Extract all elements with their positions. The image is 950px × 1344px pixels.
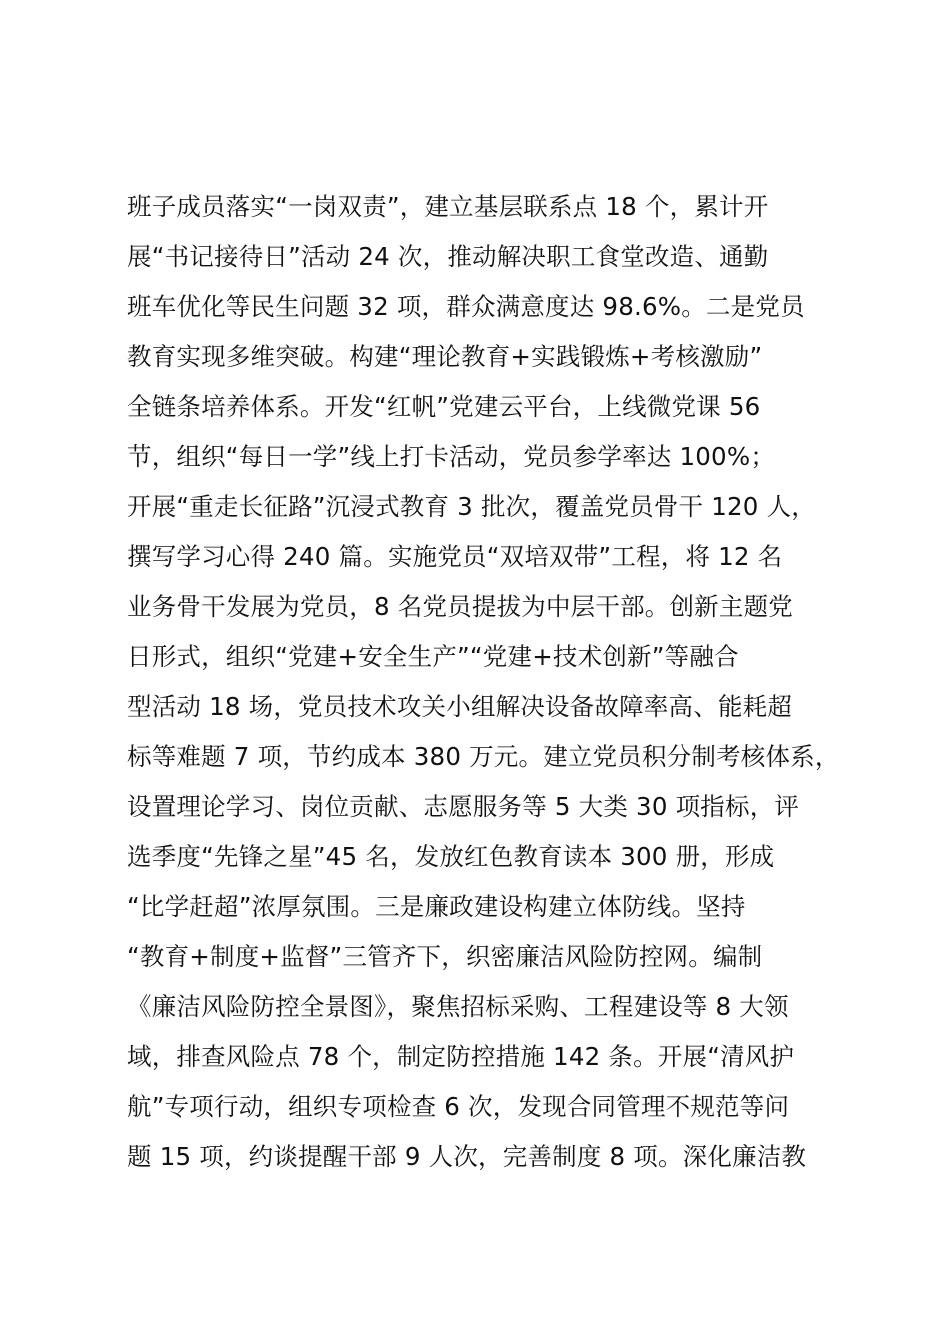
text-line: “比学赶超”浓厚氛围。三是廉政建设构建立体防线。坚持 bbox=[127, 892, 746, 921]
text-line: 型活动 18 场，党员技术攻关小组解决设备故障率高、能耗超 bbox=[127, 692, 793, 721]
text-line: 设置理论学习、岗位贡献、志愿服务等 5 大类 30 项指标，评 bbox=[127, 792, 800, 821]
text-line: 开展“重走长征路”沉浸式教育 3 批次，覆盖党员骨干 120 人， bbox=[127, 492, 816, 521]
text-line: 《廉洁风险防控全景图》，聚焦招标采购、工程建设等 8 大领 bbox=[127, 992, 789, 1021]
text-line: 标等难题 7 项，节约成本 380 万元。建立党员积分制考核体系， bbox=[127, 742, 840, 771]
text-line: 全链条培养体系。开发“红帆”党建云平台，上线微党课 56 bbox=[127, 392, 761, 421]
text-line: 航”专项行动，组织专项检查 6 次，发现合同管理不规范等问 bbox=[127, 1092, 790, 1121]
text-line: 班子成员落实“一岗双责”，建立基层联系点 18 个，累计开 bbox=[127, 192, 769, 221]
text-line: 展“书记接待日”活动 24 次，推动解决职工食堂改造、通勤 bbox=[127, 242, 769, 271]
text-line: 撰写学习心得 240 篇。实施党员“双培双带”工程，将 12 名 bbox=[127, 542, 783, 571]
text-line: “教育+制度+监督”三管齐下，织密廉洁风险防控网。编制 bbox=[127, 942, 763, 971]
text-line: 题 15 项，约谈提醒干部 9 人次，完善制度 8 项。深化廉洁教 bbox=[127, 1142, 807, 1171]
text-line: 节，组织“每日一学”线上打卡活动，党员参学率达 100%； bbox=[127, 442, 776, 471]
body-paragraph bbox=[127, 182, 867, 1182]
text-line: 域，排查风险点 78 个，制定防控措施 142 条。开展“清风护 bbox=[127, 1042, 795, 1071]
text-line: 班车优化等民生问题 32 项，群众满意度达 98.6%。二是党员 bbox=[127, 292, 805, 321]
text-line: 选季度“先锋之星”45 名，发放红色教育读本 300 册，形成 bbox=[127, 842, 775, 871]
text-line: 业务骨干发展为党员，8 名党员提拔为中层干部。创新主题党 bbox=[127, 592, 793, 621]
text-line: 日形式，组织“党建+安全生产”“党建+技术创新”等融合 bbox=[127, 642, 739, 671]
text-line: 教育实现多维突破。构建“理论教育+实践锻炼+考核激励” bbox=[127, 342, 763, 371]
